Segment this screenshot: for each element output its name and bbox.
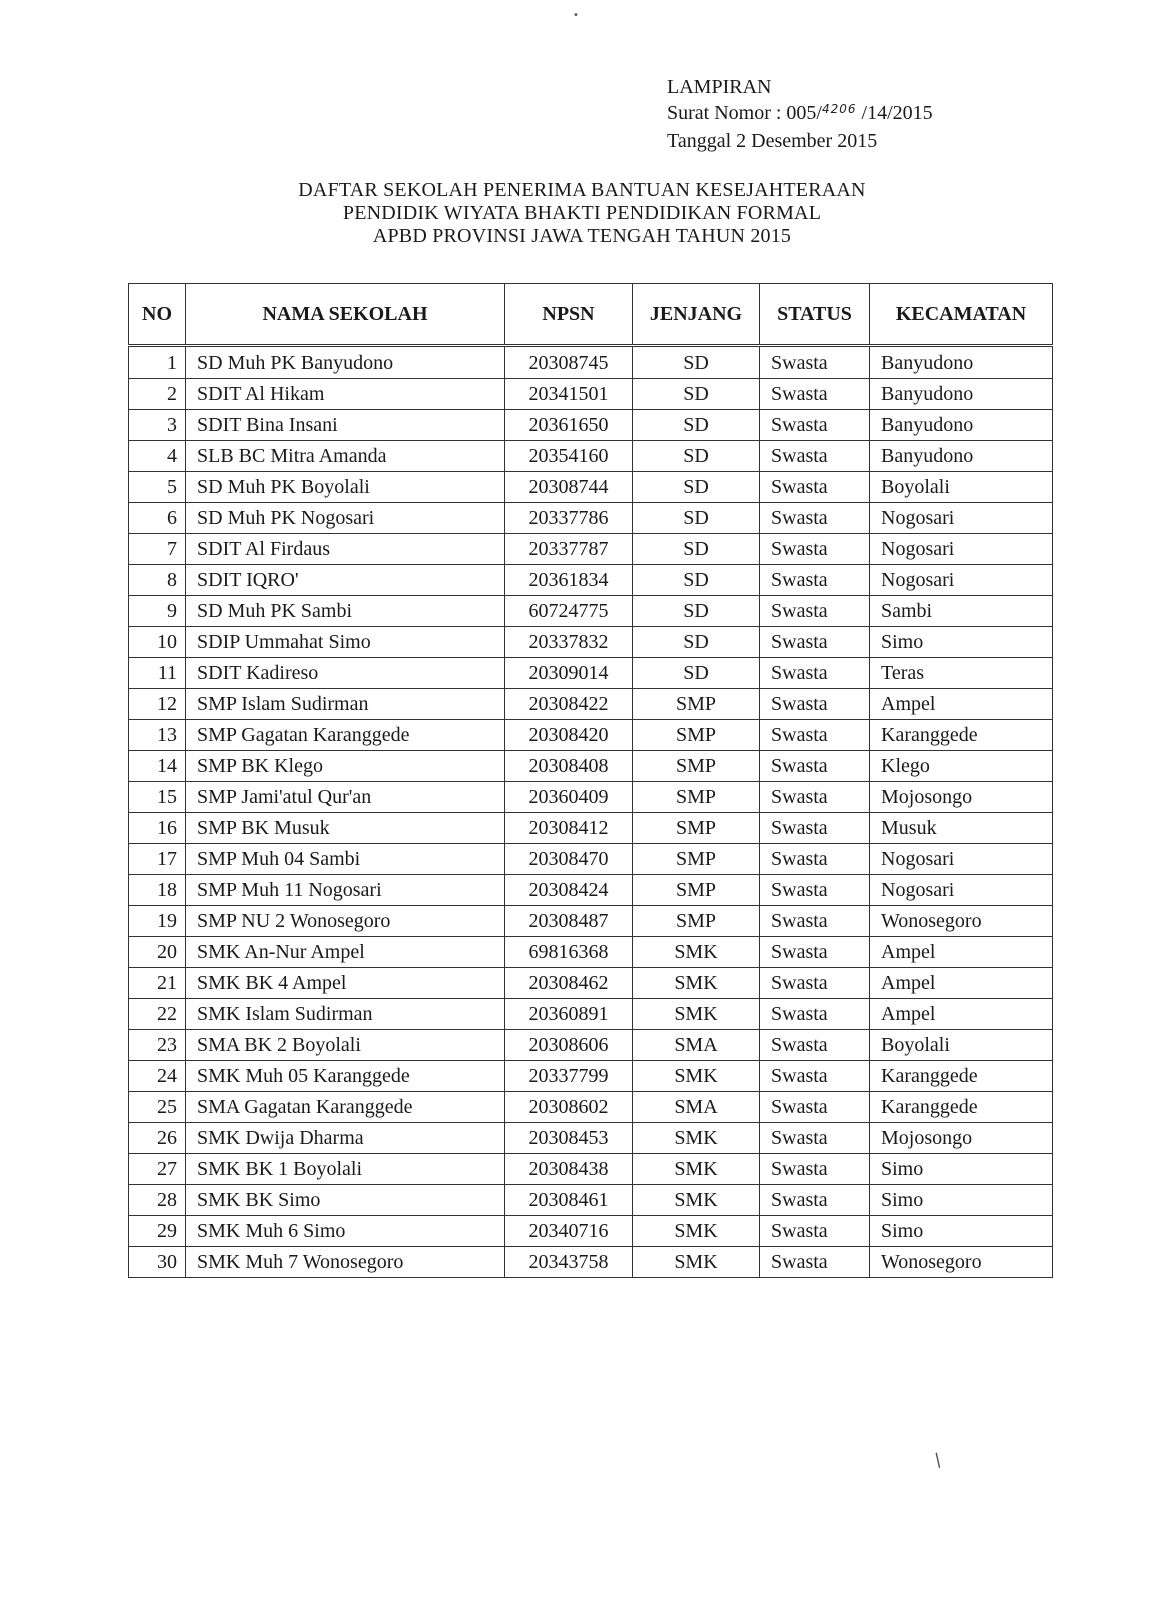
cell-kecamatan: Nogosari xyxy=(870,534,1053,565)
cell-no: 1 xyxy=(129,346,186,379)
cell-status: Swasta xyxy=(760,689,870,720)
cell-jenjang: SMK xyxy=(633,999,760,1030)
cell-npsn: 20308602 xyxy=(505,1092,633,1123)
cell-nama-sekolah: SMK Muh 05 Karanggede xyxy=(186,1061,505,1092)
cell-jenjang: SMA xyxy=(633,1030,760,1061)
cell-jenjang: SMK xyxy=(633,1185,760,1216)
cell-nama-sekolah: SD Muh PK Nogosari xyxy=(186,503,505,534)
cell-nama-sekolah: SMK An-Nur Ampel xyxy=(186,937,505,968)
cell-kecamatan: Karanggede xyxy=(870,1061,1053,1092)
column-header-no: NO xyxy=(129,284,186,346)
table-row xyxy=(129,875,1053,906)
cell-no: 5 xyxy=(129,472,186,503)
cell-status: Swasta xyxy=(760,534,870,565)
cell-status: Swasta xyxy=(760,720,870,751)
table-body xyxy=(129,346,1053,1278)
cell-nama-sekolah: SMP Muh 04 Sambi xyxy=(186,844,505,875)
cell-status: Swasta xyxy=(760,503,870,534)
cell-no: 28 xyxy=(129,1185,186,1216)
cell-nama-sekolah: SMK Muh 7 Wonosegoro xyxy=(186,1247,505,1278)
cell-no: 30 xyxy=(129,1247,186,1278)
cell-kecamatan: Simo xyxy=(870,627,1053,658)
cell-no: 7 xyxy=(129,534,186,565)
cell-npsn: 20337786 xyxy=(505,503,633,534)
cell-kecamatan: Banyudono xyxy=(870,379,1053,410)
title-line-1: DAFTAR SEKOLAH PENERIMA BANTUAN KESEJAHTERAAN xyxy=(298,179,866,201)
cell-jenjang: SD xyxy=(633,472,760,503)
cell-npsn: 20308408 xyxy=(505,751,633,782)
cell-jenjang: SMP xyxy=(633,689,760,720)
cell-nama-sekolah: SMK Dwija Dharma xyxy=(186,1123,505,1154)
cell-no: 19 xyxy=(129,906,186,937)
cell-kecamatan: Simo xyxy=(870,1216,1053,1247)
table-row xyxy=(129,596,1053,627)
cell-kecamatan: Nogosari xyxy=(870,844,1053,875)
cell-kecamatan: Ampel xyxy=(870,689,1053,720)
table-row xyxy=(129,1123,1053,1154)
cell-jenjang: SMP xyxy=(633,906,760,937)
cell-nama-sekolah: SDIT Al Hikam xyxy=(186,379,505,410)
cell-no: 14 xyxy=(129,751,186,782)
cell-nama-sekolah: SMK BK 4 Ampel xyxy=(186,968,505,999)
cell-status: Swasta xyxy=(760,813,870,844)
cell-nama-sekolah: SMK BK 1 Boyolali xyxy=(186,1154,505,1185)
table-row xyxy=(129,1061,1053,1092)
scan-speck-top: • xyxy=(573,10,579,21)
column-header-kecamatan: KECAMATAN xyxy=(870,284,1053,346)
cell-npsn: 20308453 xyxy=(505,1123,633,1154)
cell-jenjang: SMK xyxy=(633,1154,760,1185)
cell-status: Swasta xyxy=(760,1030,870,1061)
table-row xyxy=(129,844,1053,875)
cell-kecamatan: Ampel xyxy=(870,999,1053,1030)
table-row xyxy=(129,1092,1053,1123)
cell-npsn: 20308438 xyxy=(505,1154,633,1185)
cell-no: 21 xyxy=(129,968,186,999)
cell-npsn: 20308745 xyxy=(505,346,633,379)
cell-jenjang: SMK xyxy=(633,1216,760,1247)
cell-no: 11 xyxy=(129,658,186,689)
cell-status: Swasta xyxy=(760,906,870,937)
cell-no: 18 xyxy=(129,875,186,906)
cell-npsn: 20354160 xyxy=(505,441,633,472)
table-row xyxy=(129,968,1053,999)
cell-nama-sekolah: SMP BK Klego xyxy=(186,751,505,782)
table-row xyxy=(129,565,1053,596)
cell-kecamatan: Klego xyxy=(870,751,1053,782)
cell-status: Swasta xyxy=(760,1185,870,1216)
cell-kecamatan: Simo xyxy=(870,1154,1053,1185)
cell-status: Swasta xyxy=(760,1216,870,1247)
cell-npsn: 20309014 xyxy=(505,658,633,689)
cell-no: 27 xyxy=(129,1154,186,1185)
cell-status: Swasta xyxy=(760,379,870,410)
cell-kecamatan: Simo xyxy=(870,1185,1053,1216)
lampiran-label: LAMPIRAN xyxy=(667,76,772,98)
cell-status: Swasta xyxy=(760,565,870,596)
lampiran-header xyxy=(667,74,933,154)
cell-no: 3 xyxy=(129,410,186,441)
cell-kecamatan: Banyudono xyxy=(870,346,1053,379)
document-title xyxy=(0,179,1164,248)
cell-no: 13 xyxy=(129,720,186,751)
cell-jenjang: SMP xyxy=(633,720,760,751)
cell-nama-sekolah: SD Muh PK Sambi xyxy=(186,596,505,627)
cell-status: Swasta xyxy=(760,844,870,875)
cell-kecamatan: Wonosegoro xyxy=(870,906,1053,937)
cell-kecamatan: Karanggede xyxy=(870,720,1053,751)
cell-kecamatan: Nogosari xyxy=(870,875,1053,906)
cell-no: 12 xyxy=(129,689,186,720)
cell-jenjang: SD xyxy=(633,379,760,410)
table-row xyxy=(129,1247,1053,1278)
cell-kecamatan: Nogosari xyxy=(870,565,1053,596)
cell-jenjang: SMP xyxy=(633,813,760,844)
scan-mark-bottom: / xyxy=(930,1449,946,1472)
cell-kecamatan: Wonosegoro xyxy=(870,1247,1053,1278)
cell-status: Swasta xyxy=(760,999,870,1030)
surat-nomor-suffix: /14/2015 xyxy=(856,102,933,124)
cell-jenjang: SD xyxy=(633,503,760,534)
cell-nama-sekolah: SMP BK Musuk xyxy=(186,813,505,844)
table-row xyxy=(129,410,1053,441)
cell-status: Swasta xyxy=(760,441,870,472)
cell-no: 10 xyxy=(129,627,186,658)
cell-no: 17 xyxy=(129,844,186,875)
cell-status: Swasta xyxy=(760,875,870,906)
cell-no: 29 xyxy=(129,1216,186,1247)
cell-no: 9 xyxy=(129,596,186,627)
cell-nama-sekolah: SLB BC Mitra Amanda xyxy=(186,441,505,472)
cell-jenjang: SMK xyxy=(633,1061,760,1092)
cell-status: Swasta xyxy=(760,968,870,999)
cell-kecamatan: Boyolali xyxy=(870,472,1053,503)
cell-nama-sekolah: SDIP Ummahat Simo xyxy=(186,627,505,658)
cell-nama-sekolah: SMP Muh 11 Nogosari xyxy=(186,875,505,906)
cell-npsn: 20360891 xyxy=(505,999,633,1030)
cell-kecamatan: Nogosari xyxy=(870,503,1053,534)
cell-jenjang: SD xyxy=(633,346,760,379)
cell-jenjang: SMK xyxy=(633,1247,760,1278)
cell-no: 8 xyxy=(129,565,186,596)
cell-nama-sekolah: SMA BK 2 Boyolali xyxy=(186,1030,505,1061)
cell-nama-sekolah: SDIT Al Firdaus xyxy=(186,534,505,565)
cell-no: 6 xyxy=(129,503,186,534)
cell-kecamatan: Mojosongo xyxy=(870,1123,1053,1154)
cell-nama-sekolah: SD Muh PK Banyudono xyxy=(186,346,505,379)
cell-npsn: 20308462 xyxy=(505,968,633,999)
surat-nomor-handwritten: 4206 xyxy=(822,102,857,116)
cell-jenjang: SMP xyxy=(633,782,760,813)
cell-jenjang: SMK xyxy=(633,1123,760,1154)
column-header-status: STATUS xyxy=(760,284,870,346)
cell-nama-sekolah: SMA Gagatan Karanggede xyxy=(186,1092,505,1123)
cell-npsn: 20361834 xyxy=(505,565,633,596)
tanggal: Tanggal 2 Desember 2015 xyxy=(667,130,878,152)
cell-status: Swasta xyxy=(760,1061,870,1092)
cell-no: 24 xyxy=(129,1061,186,1092)
cell-jenjang: SMP xyxy=(633,751,760,782)
table-row xyxy=(129,441,1053,472)
table-row xyxy=(129,689,1053,720)
table-row xyxy=(129,937,1053,968)
table-row xyxy=(129,1154,1053,1185)
cell-no: 16 xyxy=(129,813,186,844)
school-list-table xyxy=(128,283,1053,1278)
cell-status: Swasta xyxy=(760,627,870,658)
cell-npsn: 20308424 xyxy=(505,875,633,906)
table-row xyxy=(129,503,1053,534)
cell-kecamatan: Teras xyxy=(870,658,1053,689)
cell-no: 26 xyxy=(129,1123,186,1154)
cell-status: Swasta xyxy=(760,410,870,441)
table-row xyxy=(129,379,1053,410)
table-row xyxy=(129,906,1053,937)
cell-npsn: 20337787 xyxy=(505,534,633,565)
cell-kecamatan: Ampel xyxy=(870,968,1053,999)
cell-kecamatan: Banyudono xyxy=(870,410,1053,441)
cell-no: 23 xyxy=(129,1030,186,1061)
cell-kecamatan: Boyolali xyxy=(870,1030,1053,1061)
cell-status: Swasta xyxy=(760,1247,870,1278)
table-row xyxy=(129,999,1053,1030)
cell-npsn: 20308744 xyxy=(505,472,633,503)
cell-nama-sekolah: SMP Jami'atul Qur'an xyxy=(186,782,505,813)
cell-jenjang: SD xyxy=(633,534,760,565)
cell-no: 4 xyxy=(129,441,186,472)
cell-status: Swasta xyxy=(760,1092,870,1123)
cell-npsn: 20308412 xyxy=(505,813,633,844)
cell-status: Swasta xyxy=(760,782,870,813)
cell-kecamatan: Ampel xyxy=(870,937,1053,968)
title-line-3: APBD PROVINSI JAWA TENGAH TAHUN 2015 xyxy=(372,225,792,247)
cell-npsn: 20337832 xyxy=(505,627,633,658)
surat-nomor-prefix: Surat Nomor : 005/ xyxy=(667,102,822,124)
cell-nama-sekolah: SMP Gagatan Karanggede xyxy=(186,720,505,751)
cell-status: Swasta xyxy=(760,596,870,627)
cell-nama-sekolah: SMP Islam Sudirman xyxy=(186,689,505,720)
cell-npsn: 20360409 xyxy=(505,782,633,813)
cell-status: Swasta xyxy=(760,751,870,782)
column-header-nama-sekolah: NAMA SEKOLAH xyxy=(186,284,505,346)
cell-status: Swasta xyxy=(760,346,870,379)
cell-nama-sekolah: SMK Islam Sudirman xyxy=(186,999,505,1030)
surat-nomor xyxy=(667,100,933,128)
cell-nama-sekolah: SMK Muh 6 Simo xyxy=(186,1216,505,1247)
cell-npsn: 20308420 xyxy=(505,720,633,751)
cell-npsn: 20341501 xyxy=(505,379,633,410)
cell-jenjang: SD xyxy=(633,596,760,627)
cell-jenjang: SMK xyxy=(633,937,760,968)
column-header-npsn: NPSN xyxy=(505,284,633,346)
table-row xyxy=(129,1030,1053,1061)
cell-status: Swasta xyxy=(760,472,870,503)
cell-jenjang: SD xyxy=(633,658,760,689)
cell-npsn: 20308461 xyxy=(505,1185,633,1216)
table-row xyxy=(129,1185,1053,1216)
cell-kecamatan: Karanggede xyxy=(870,1092,1053,1123)
cell-npsn: 20337799 xyxy=(505,1061,633,1092)
table-row xyxy=(129,813,1053,844)
cell-npsn: 20308422 xyxy=(505,689,633,720)
cell-kecamatan: Mojosongo xyxy=(870,782,1053,813)
cell-nama-sekolah: SMP NU 2 Wonosegoro xyxy=(186,906,505,937)
cell-no: 25 xyxy=(129,1092,186,1123)
table-row xyxy=(129,658,1053,689)
cell-no: 20 xyxy=(129,937,186,968)
cell-status: Swasta xyxy=(760,937,870,968)
table-header-row xyxy=(129,284,1053,346)
table-row xyxy=(129,751,1053,782)
cell-kecamatan: Banyudono xyxy=(870,441,1053,472)
cell-jenjang: SD xyxy=(633,410,760,441)
table-row xyxy=(129,782,1053,813)
cell-no: 22 xyxy=(129,999,186,1030)
cell-jenjang: SMK xyxy=(633,968,760,999)
cell-nama-sekolah: SD Muh PK Boyolali xyxy=(186,472,505,503)
column-header-jenjang: JENJANG xyxy=(633,284,760,346)
cell-npsn: 69816368 xyxy=(505,937,633,968)
cell-nama-sekolah: SDIT Bina Insani xyxy=(186,410,505,441)
cell-jenjang: SD xyxy=(633,627,760,658)
cell-nama-sekolah: SDIT Kadireso xyxy=(186,658,505,689)
cell-jenjang: SD xyxy=(633,565,760,596)
cell-no: 2 xyxy=(129,379,186,410)
cell-jenjang: SMP xyxy=(633,875,760,906)
cell-nama-sekolah: SMK BK Simo xyxy=(186,1185,505,1216)
cell-jenjang: SD xyxy=(633,441,760,472)
title-line-2: PENDIDIK WIYATA BHAKTI PENDIDIKAN FORMAL xyxy=(342,202,822,224)
table-row xyxy=(129,346,1053,379)
table-row xyxy=(129,534,1053,565)
cell-npsn: 60724775 xyxy=(505,596,633,627)
cell-npsn: 20343758 xyxy=(505,1247,633,1278)
cell-npsn: 20308606 xyxy=(505,1030,633,1061)
cell-npsn: 20308487 xyxy=(505,906,633,937)
cell-kecamatan: Musuk xyxy=(870,813,1053,844)
cell-npsn: 20340716 xyxy=(505,1216,633,1247)
cell-status: Swasta xyxy=(760,658,870,689)
cell-npsn: 20361650 xyxy=(505,410,633,441)
cell-jenjang: SMA xyxy=(633,1092,760,1123)
cell-no: 15 xyxy=(129,782,186,813)
cell-jenjang: SMP xyxy=(633,844,760,875)
cell-npsn: 20308470 xyxy=(505,844,633,875)
cell-status: Swasta xyxy=(760,1123,870,1154)
cell-status: Swasta xyxy=(760,1154,870,1185)
table-row xyxy=(129,720,1053,751)
table-row xyxy=(129,472,1053,503)
table-row xyxy=(129,1216,1053,1247)
cell-nama-sekolah: SDIT IQRO' xyxy=(186,565,505,596)
cell-kecamatan: Sambi xyxy=(870,596,1053,627)
table-row xyxy=(129,627,1053,658)
